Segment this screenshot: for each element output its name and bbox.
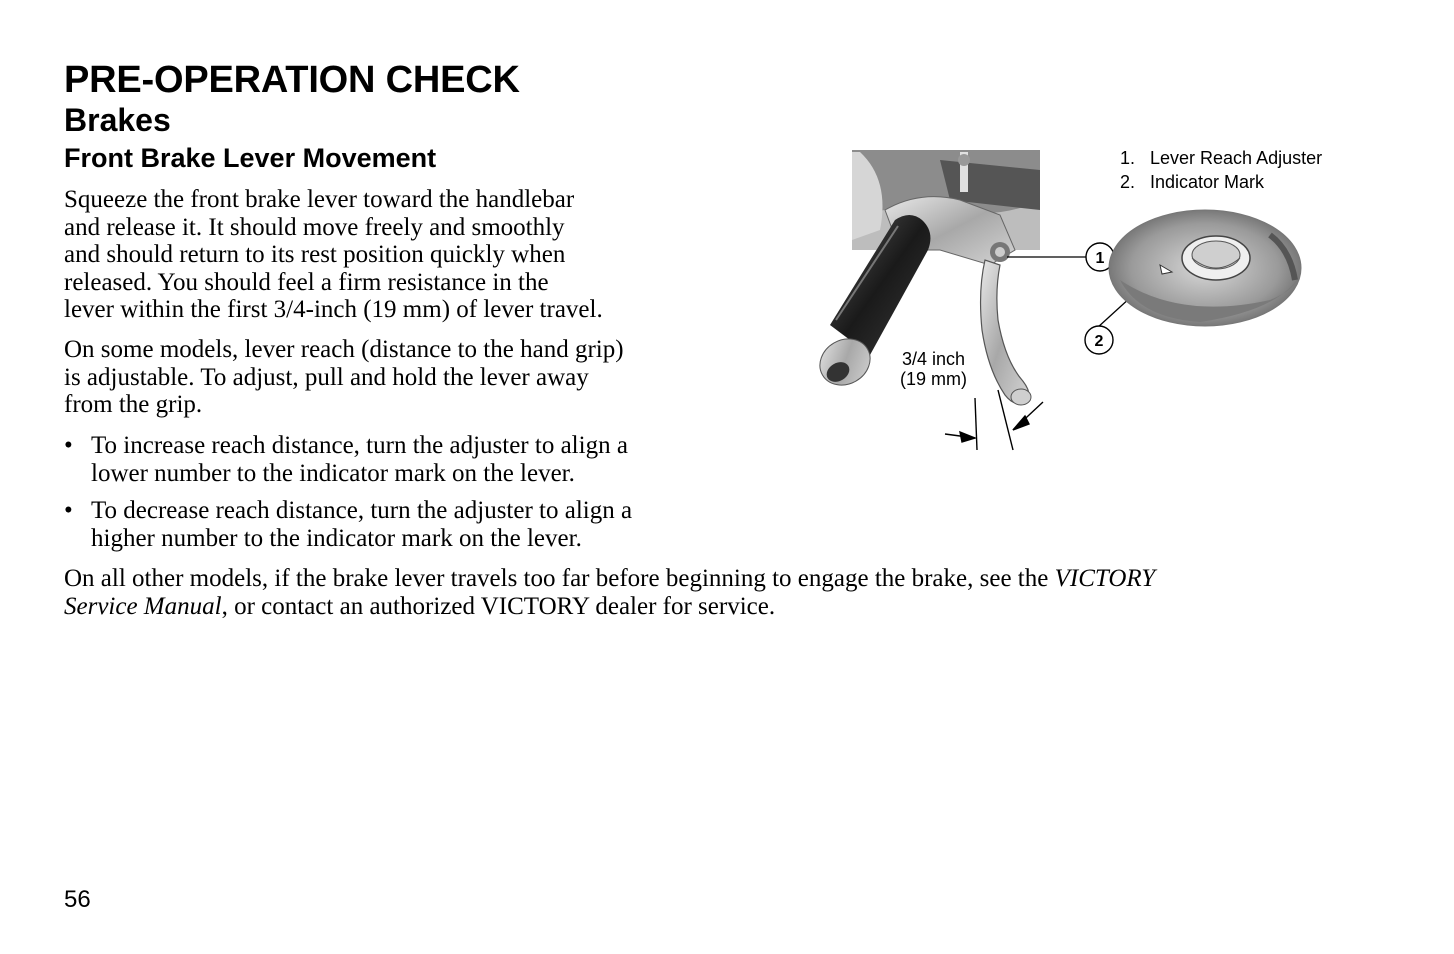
bullet-text — [91, 497, 632, 552]
text-line: higher number to the indicator mark on the lever. — [91, 524, 582, 552]
text-line: is adjustable. To adjust, pull and hold the lever away — [64, 363, 589, 391]
measurement-mm: (19 mm) — [900, 369, 967, 389]
legend-number: 1. — [1120, 148, 1136, 168]
adjuster-detail-inset — [1109, 210, 1301, 326]
paragraph-lever-reach — [64, 336, 624, 419]
text-line: from the grip. — [64, 391, 203, 418]
bullet-text — [91, 432, 628, 487]
text-line: To increase reach distance, turn the adjuster to align a — [91, 432, 628, 459]
text-line: and should return to its rest position quickly when — [64, 241, 566, 268]
page-title: PRE-OPERATION CHECK — [64, 59, 520, 101]
text-line — [64, 593, 1155, 621]
page-number: 56 — [64, 886, 91, 913]
legend-label: Indicator Mark — [1150, 172, 1265, 192]
callout-1-label: 1 — [1095, 250, 1105, 267]
text-line: On some models, lever reach (distance to the hand grip) — [64, 336, 624, 363]
legend-label: Lever Reach Adjuster — [1150, 148, 1323, 168]
text-line: and release it. It should move freely and smoothly — [64, 213, 565, 241]
manual-name-italic: VICTORY — [1054, 565, 1156, 592]
measurement-label — [900, 349, 967, 389]
text-line: Squeeze the front brake lever toward the handlebar — [64, 186, 575, 213]
manual-name-italic: Service Manual — [64, 593, 222, 620]
paragraph-lever-movement — [64, 186, 603, 324]
paragraph-other-models — [64, 565, 1155, 621]
text-span: On all other models, if the brake lever travels too far before beginning to engage the brake, see the — [64, 565, 1055, 592]
brake-lever — [981, 260, 1031, 405]
callout-2 — [1085, 326, 1113, 354]
legend-number: 2. — [1120, 172, 1136, 192]
text-line: lower number to the indicator mark on the lever. — [91, 459, 575, 487]
text-span: , or contact an authorized VICTORY dealer for service. — [221, 593, 776, 620]
legend-item-2 — [1120, 170, 1322, 194]
text-line: released. You should feel a firm resistance in the — [64, 268, 549, 296]
callout-2-label: 2 — [1094, 333, 1104, 350]
subsection-heading: Front Brake Lever Movement — [64, 143, 437, 173]
figure-legend — [1120, 146, 1322, 194]
text-line: To decrease reach distance, turn the adjuster to align a — [91, 497, 633, 524]
section-heading: Brakes — [64, 102, 171, 138]
bullet-icon: • — [64, 432, 73, 459]
bullet-icon: • — [64, 497, 73, 524]
measurement-inch: 3/4 inch — [901, 349, 966, 369]
text-line — [64, 565, 1155, 593]
legend-item-1 — [1120, 146, 1322, 170]
text-line: lever within the first 3/4-inch (19 mm) of lever travel. — [64, 296, 603, 323]
